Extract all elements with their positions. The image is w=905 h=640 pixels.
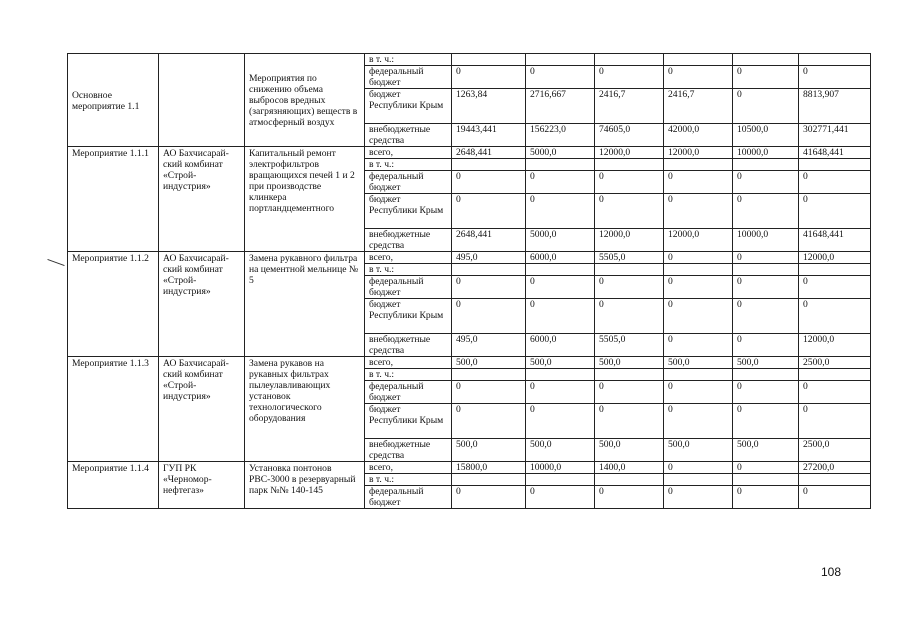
amount-cell: 10500,0	[733, 124, 799, 147]
amount-cell	[664, 54, 733, 66]
amount-cell	[595, 159, 664, 171]
amount-cell	[733, 54, 799, 66]
amount-cell: 0	[664, 252, 733, 264]
amount-cell: 156223,0	[526, 124, 595, 147]
amount-cell: 0	[452, 299, 526, 334]
amount-cell: 6000,0	[526, 252, 595, 264]
budget-table	[67, 53, 871, 509]
amount-cell: 10000,0	[733, 147, 799, 159]
description-cell: Капитальный ремонт электрофильтров вращающихся печей 1 и 2 при производстве клинкера портландцементного	[245, 147, 365, 252]
amount-cell: 0	[733, 252, 799, 264]
amount-cell	[733, 474, 799, 486]
amount-cell: 0	[526, 299, 595, 334]
amount-cell	[664, 159, 733, 171]
amount-cell: 0	[733, 334, 799, 357]
amount-cell: 2648,441	[452, 229, 526, 252]
funding-source-label: федеральный бюджет	[365, 66, 452, 89]
amount-cell: 10000,0	[733, 229, 799, 252]
funding-source-label: всего,	[365, 147, 452, 159]
table-row	[68, 147, 871, 159]
amount-cell: 0	[733, 404, 799, 439]
amount-cell: 0	[733, 381, 799, 404]
funding-source-label: бюджет Республики Крым	[365, 299, 452, 334]
amount-cell	[452, 369, 526, 381]
amount-cell	[664, 474, 733, 486]
amount-cell	[526, 474, 595, 486]
amount-cell: 0	[452, 194, 526, 229]
amount-cell: 0	[452, 66, 526, 89]
amount-cell: 0	[526, 381, 595, 404]
amount-cell: 0	[664, 334, 733, 357]
funding-source-label: федеральный бюджет	[365, 276, 452, 299]
amount-cell: 0	[595, 299, 664, 334]
amount-cell: 12000,0	[799, 252, 871, 264]
executor-cell: ГУП РК «Черномор-нефтегаз»	[159, 462, 245, 509]
description-cell: Мероприятия по снижению объема выбросов вредных (загрязняющих) веществ в атмосферный воздух	[245, 54, 365, 147]
table-row	[68, 357, 871, 369]
amount-cell: 41648,441	[799, 229, 871, 252]
amount-cell: 74605,0	[595, 124, 664, 147]
funding-source-label: всего,	[365, 252, 452, 264]
funding-source-label: всего,	[365, 462, 452, 474]
amount-cell: 0	[664, 171, 733, 194]
amount-cell: 0	[799, 276, 871, 299]
amount-cell: 0	[799, 194, 871, 229]
activity-name-cell: Мероприятие 1.1.1	[68, 147, 159, 252]
funding-source-label: всего,	[365, 357, 452, 369]
amount-cell: 0	[595, 404, 664, 439]
amount-cell	[733, 369, 799, 381]
table-row	[68, 54, 871, 66]
funding-source-label: внебюджетные средства	[365, 229, 452, 252]
amount-cell: 0	[733, 276, 799, 299]
amount-cell	[452, 474, 526, 486]
funding-source-label: внебюджетные средства	[365, 124, 452, 147]
amount-cell: 2416,7	[595, 89, 664, 124]
amount-cell: 5505,0	[595, 334, 664, 357]
amount-cell: 0	[733, 486, 799, 509]
amount-cell: 12000,0	[595, 229, 664, 252]
amount-cell: 2416,7	[664, 89, 733, 124]
funding-source-label: в т. ч.:	[365, 159, 452, 171]
amount-cell: 0	[733, 171, 799, 194]
funding-source-label: бюджет Республики Крым	[365, 404, 452, 439]
amount-cell: 0	[526, 66, 595, 89]
amount-cell: 1263,84	[452, 89, 526, 124]
amount-cell: 0	[664, 66, 733, 89]
amount-cell	[799, 369, 871, 381]
amount-cell: 27200,0	[799, 462, 871, 474]
amount-cell: 12000,0	[664, 229, 733, 252]
funding-source-label: внебюджетные средства	[365, 334, 452, 357]
amount-cell: 2500,0	[799, 439, 871, 462]
amount-cell: 0	[733, 89, 799, 124]
amount-cell: 500,0	[595, 357, 664, 369]
amount-cell: 0	[799, 404, 871, 439]
amount-cell: 2500,0	[799, 357, 871, 369]
amount-cell: 12000,0	[799, 334, 871, 357]
amount-cell: 500,0	[664, 439, 733, 462]
amount-cell: 12000,0	[595, 147, 664, 159]
executor-cell	[159, 54, 245, 147]
amount-cell: 302771,441	[799, 124, 871, 147]
amount-cell: 0	[595, 66, 664, 89]
description-cell: Установка понтонов РВС-3000 в резервуарный парк №№ 140-145	[245, 462, 365, 509]
amount-cell: 0	[595, 276, 664, 299]
margin-mark	[47, 259, 64, 266]
funding-source-label: в т. ч.:	[365, 54, 452, 66]
executor-cell: АО Бахчисарай-ский комбинат «Строй-индустрия»	[159, 252, 245, 357]
description-cell: Замена рукавного фильтра на цементной мельнице № 5	[245, 252, 365, 357]
amount-cell: 5000,0	[526, 229, 595, 252]
amount-cell: 0	[664, 194, 733, 229]
amount-cell	[799, 474, 871, 486]
amount-cell	[452, 264, 526, 276]
page-number: 108	[821, 565, 842, 579]
amount-cell	[733, 159, 799, 171]
amount-cell: 0	[664, 299, 733, 334]
amount-cell: 0	[526, 276, 595, 299]
amount-cell	[526, 369, 595, 381]
amount-cell: 0	[452, 404, 526, 439]
amount-cell: 495,0	[452, 334, 526, 357]
amount-cell: 0	[799, 66, 871, 89]
amount-cell: 0	[595, 171, 664, 194]
funding-source-label: бюджет Республики Крым	[365, 89, 452, 124]
amount-cell: 0	[526, 194, 595, 229]
amount-cell: 41648,441	[799, 147, 871, 159]
amount-cell: 0	[452, 486, 526, 509]
amount-cell: 5505,0	[595, 252, 664, 264]
amount-cell: 42000,0	[664, 124, 733, 147]
amount-cell: 0	[526, 486, 595, 509]
amount-cell: 0	[664, 486, 733, 509]
amount-cell: 0	[799, 171, 871, 194]
table-row	[68, 252, 871, 264]
amount-cell: 0	[664, 381, 733, 404]
amount-cell	[595, 474, 664, 486]
amount-cell: 0	[664, 462, 733, 474]
amount-cell	[526, 264, 595, 276]
amount-cell: 19443,441	[452, 124, 526, 147]
amount-cell: 0	[733, 462, 799, 474]
executor-cell: АО Бахчисарай-ский комбинат «Строй-индустрия»	[159, 147, 245, 252]
amount-cell: 6000,0	[526, 334, 595, 357]
amount-cell: 2716,667	[526, 89, 595, 124]
amount-cell: 1400,0	[595, 462, 664, 474]
activity-name-cell: Мероприятие 1.1.3	[68, 357, 159, 462]
funding-source-label: в т. ч.:	[365, 474, 452, 486]
activity-name-cell: Мероприятие 1.1.2	[68, 252, 159, 357]
amount-cell: 500,0	[595, 439, 664, 462]
amount-cell: 0	[733, 194, 799, 229]
amount-cell: 0	[664, 404, 733, 439]
amount-cell	[664, 264, 733, 276]
amount-cell	[799, 264, 871, 276]
amount-cell: 0	[452, 171, 526, 194]
amount-cell	[733, 264, 799, 276]
amount-cell: 500,0	[526, 357, 595, 369]
amount-cell: 12000,0	[664, 147, 733, 159]
funding-source-label: федеральный бюджет	[365, 171, 452, 194]
amount-cell: 500,0	[452, 357, 526, 369]
amount-cell	[595, 54, 664, 66]
amount-cell: 500,0	[733, 439, 799, 462]
amount-cell	[595, 369, 664, 381]
executor-cell: АО Бахчисарай-ский комбинат «Строй-индустрия»	[159, 357, 245, 462]
amount-cell: 0	[452, 381, 526, 404]
amount-cell: 15800,0	[452, 462, 526, 474]
activity-name-cell: Мероприятие 1.1.4	[68, 462, 159, 509]
amount-cell: 500,0	[664, 357, 733, 369]
table-body	[68, 54, 871, 509]
amount-cell: 500,0	[733, 357, 799, 369]
amount-cell: 10000,0	[526, 462, 595, 474]
funding-source-label: в т. ч.:	[365, 369, 452, 381]
amount-cell: 0	[526, 171, 595, 194]
amount-cell	[664, 369, 733, 381]
amount-cell: 500,0	[452, 439, 526, 462]
amount-cell: 0	[799, 486, 871, 509]
amount-cell	[452, 54, 526, 66]
table-row	[68, 462, 871, 474]
amount-cell: 2648,441	[452, 147, 526, 159]
amount-cell: 0	[733, 66, 799, 89]
amount-cell	[526, 159, 595, 171]
amount-cell: 0	[595, 486, 664, 509]
amount-cell: 0	[799, 381, 871, 404]
amount-cell: 0	[595, 381, 664, 404]
amount-cell	[526, 54, 595, 66]
funding-source-label: бюджет Республики Крым	[365, 194, 452, 229]
amount-cell: 0	[799, 299, 871, 334]
amount-cell: 0	[452, 276, 526, 299]
funding-source-label: в т. ч.:	[365, 264, 452, 276]
funding-source-label: федеральный бюджет	[365, 381, 452, 404]
amount-cell: 8813,907	[799, 89, 871, 124]
description-cell: Замена рукавов на рукавных фильтрах пылеулавливающих установок технологического оборудования	[245, 357, 365, 462]
funding-source-label: федеральный бюджет	[365, 486, 452, 509]
amount-cell: 5000,0	[526, 147, 595, 159]
amount-cell	[799, 159, 871, 171]
amount-cell: 0	[595, 194, 664, 229]
amount-cell: 0	[664, 276, 733, 299]
amount-cell: 0	[526, 404, 595, 439]
activity-name-cell: Основное мероприятие 1.1	[68, 54, 159, 147]
amount-cell	[452, 159, 526, 171]
funding-source-label: внебюджетные средства	[365, 439, 452, 462]
amount-cell: 500,0	[526, 439, 595, 462]
amount-cell	[595, 264, 664, 276]
amount-cell: 495,0	[452, 252, 526, 264]
amount-cell	[799, 54, 871, 66]
amount-cell: 0	[733, 299, 799, 334]
